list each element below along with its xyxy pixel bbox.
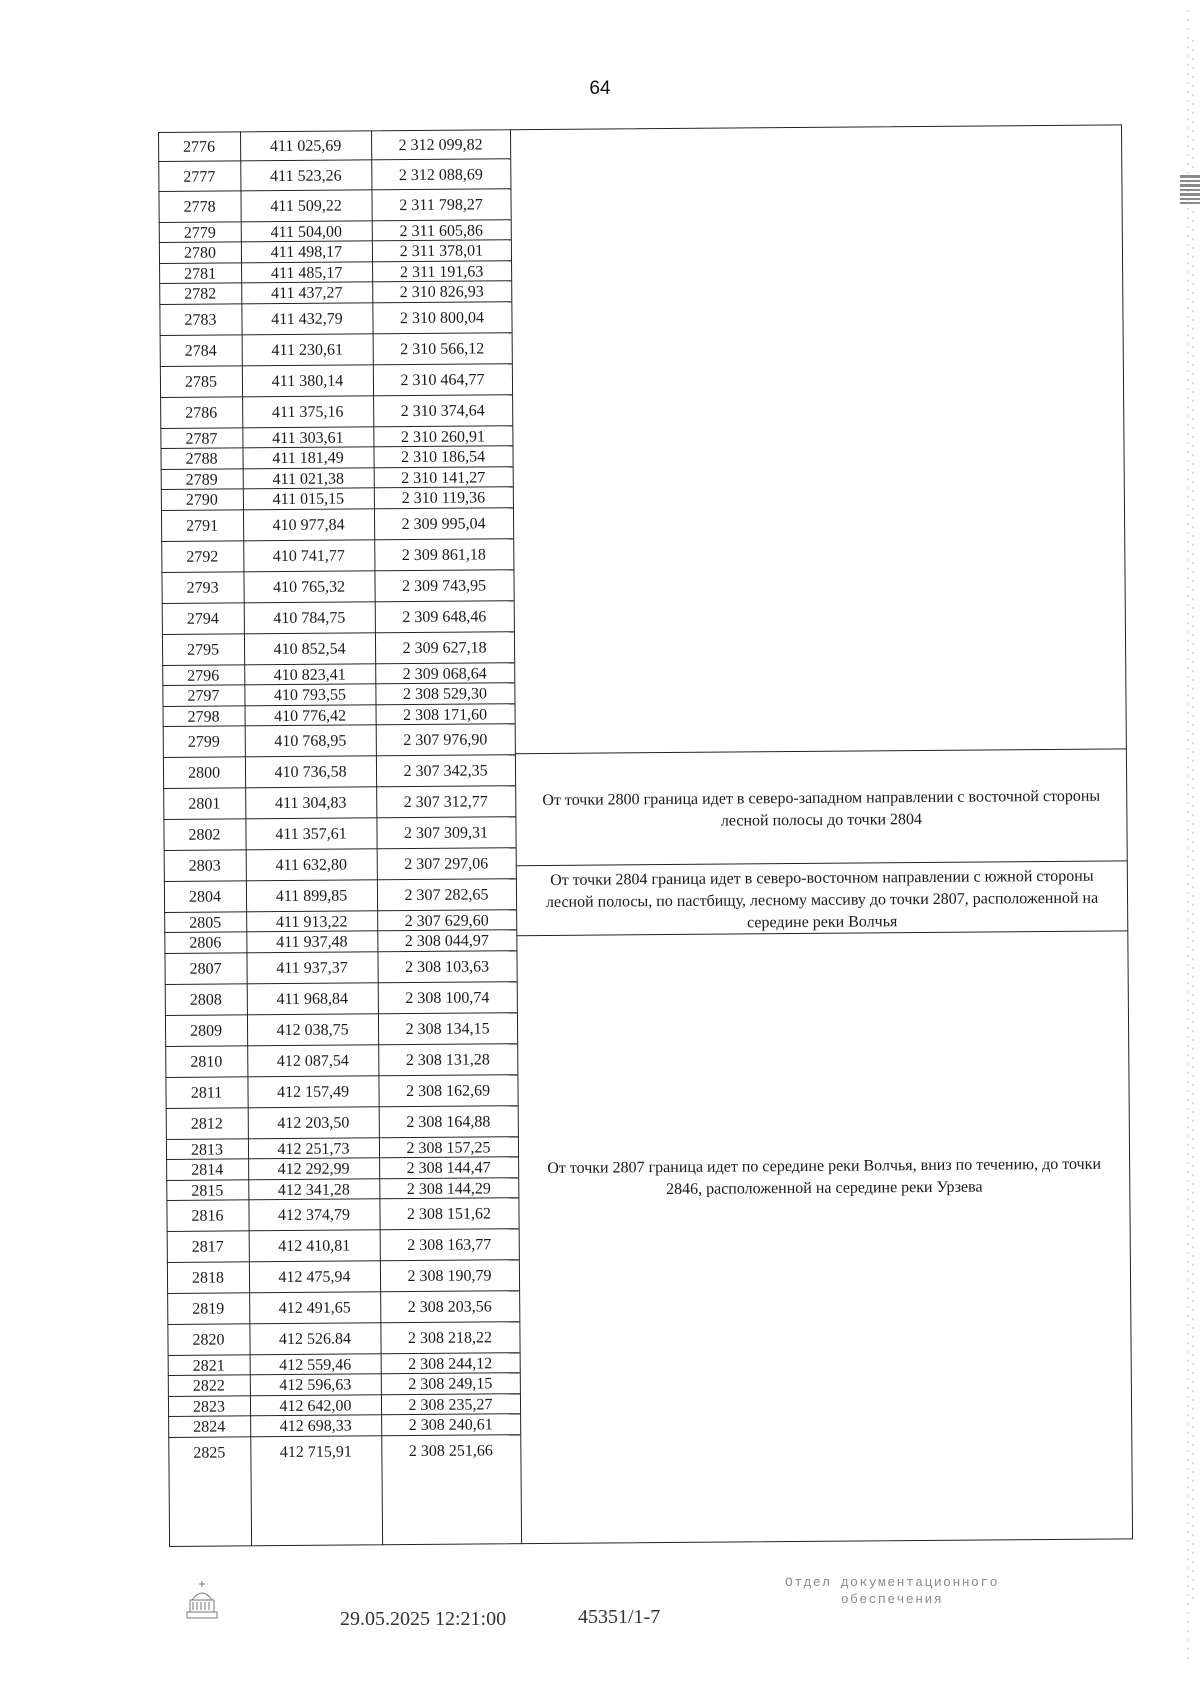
footer-date: 29.05.2025 12:21:00 [340,1608,507,1630]
y-coordinate-cell: 2 308 162,69 [405,1082,491,1101]
x-coordinate-cell: 411 303,61 [272,429,344,447]
point-id-cell: 2801 [188,795,221,813]
point-id-cell: 2818 [191,1269,225,1287]
emblem-stamp-icon [184,1578,220,1622]
x-coordinate-cell: 412 374,79 [277,1206,351,1225]
point-id-cell: 2796 [187,666,220,685]
description-text: От точки 2804 граница идет в северо-восточном направлении с южной стороны лесной полосы, по пастбищу, лесному массиву до точки 2807, расположенной на середине реки Волчья [545,867,1099,932]
x-coordinate-cell: 411 015,15 [272,490,345,509]
y-coordinate-cell: 2 307 342,35 [403,762,488,781]
point-id-cell: 2822 [192,1377,225,1395]
x-coordinate-cell: 410 736,58 [274,763,347,782]
x-coordinate-cell: 411 504,00 [270,223,343,241]
x-coordinate-cell: 412 251,73 [277,1139,350,1158]
x-coordinate-cell: 411 021,38 [272,470,344,488]
point-id-cell: 2820 [192,1331,225,1349]
point-id-cell: 2800 [187,764,221,782]
y-coordinate-cell: 2 310 826,93 [399,283,484,302]
point-id-cell: 2791 [186,517,219,535]
point-id-cell: 2795 [187,641,220,659]
y-coordinate-cell: 2 308 144,29 [406,1179,491,1198]
y-coordinate-cell: 2 307 309,31 [403,824,489,843]
y-coordinate-cell: 2 311 605,86 [399,221,484,240]
y-coordinate-cell: 2 309 743,95 [402,577,487,596]
y-coordinate-cell: 2 307 312,77 [403,793,488,812]
x-coordinate-cell: 411 509,22 [270,197,342,216]
x-coordinate-cell: 412 341,28 [277,1180,350,1199]
point-id-cell: 2807 [189,960,222,978]
x-coordinate-cell: 410 784,75 [273,609,346,628]
point-id-cell: 2805 [189,913,222,932]
y-coordinate-cell: 2 308 171,60 [403,705,488,724]
point-id-cell: 2810 [190,1053,223,1071]
point-id-cell: 2819 [192,1300,225,1318]
point-id-cell: 2789 [185,471,218,489]
point-id-cell: 2813 [190,1140,224,1159]
point-id-cell: 2809 [189,1022,223,1040]
point-id-cell: 2781 [184,265,217,283]
x-coordinate-cell: 411 375,16 [271,403,344,422]
y-coordinate-cell: 2 309 995,04 [401,515,486,534]
point-id-cell: 2814 [191,1161,224,1179]
point-id-cell: 2780 [183,244,217,262]
x-coordinate-cell: 412 491,65 [278,1299,351,1318]
x-coordinate-cell: 412 526.84 [278,1330,352,1349]
y-coordinate-cell: 2 310 566,12 [400,340,485,359]
page-number: 64 [589,78,611,99]
x-coordinate-cell: 410 977,84 [272,516,345,535]
x-coordinate-cell: 411 357,61 [275,825,347,844]
y-coordinate-cell: 2 308 240,61 [408,1416,493,1435]
x-coordinate-cell: 412 642,00 [279,1396,352,1415]
x-coordinate-cell: 410 793,55 [273,686,346,705]
point-id-cell: 2817 [191,1238,224,1256]
y-coordinate-cell: 2 310 141,27 [401,468,486,487]
x-coordinate-cell: 412 715,91 [279,1443,352,1462]
y-coordinate-cell: 2 308 251,66 [408,1442,493,1461]
x-coordinate-cell: 410 776,42 [274,707,347,725]
y-coordinate-cell: 2 308 157,25 [406,1138,491,1157]
point-id-cell: 2784 [184,342,217,360]
x-coordinate-cell: 412 475,94 [278,1268,351,1287]
y-coordinate-cell: 2 309 068,64 [402,664,487,683]
point-id-cell: 2798 [187,707,220,726]
x-coordinate-cell: 411 498,17 [270,243,343,262]
point-id-cell: 2812 [190,1115,223,1133]
point-id-cell: 2815 [191,1181,224,1200]
y-coordinate-cell: 2 307 282,65 [404,886,489,905]
y-coordinate-cell: 2 308 529,30 [402,685,487,704]
point-id-cell: 2790 [185,491,218,509]
y-coordinate-cell: 2 308 100,74 [405,989,490,1008]
x-coordinate-cell: 412 698,33 [279,1417,352,1436]
y-coordinate-cell: 2 309 648,46 [402,608,487,627]
y-coordinate-cell: 2 308 244,12 [408,1354,493,1373]
point-id-cell: 2792 [186,548,219,566]
y-coordinate-cell: 2 307 297,06 [404,855,489,874]
y-coordinate-cell: 2 308 044,97 [404,932,489,951]
y-coordinate-cell: 2 308 203,56 [407,1298,492,1317]
point-id-cell: 2777 [183,168,216,186]
point-id-cell: 2816 [191,1207,224,1225]
point-id-cell: 2788 [185,450,218,468]
y-coordinate-cell: 2 309 627,18 [402,639,487,658]
y-coordinate-cell: 2 310 374,64 [400,402,485,421]
x-coordinate-cell: 410 823,41 [273,666,346,684]
point-id-cell: 2806 [189,934,222,952]
point-id-cell: 2804 [188,888,222,906]
point-id-cell: 2811 [190,1084,223,1102]
scan-edge-artifact [1178,0,1200,1695]
y-coordinate-cell: 2 311 378,01 [399,242,484,261]
x-coordinate-cell: 412 157,49 [276,1083,350,1102]
x-coordinate-cell: 411 913,22 [275,912,348,931]
y-coordinate-cell: 2 307 976,90 [403,731,488,750]
y-coordinate-cell: 2 310 260,91 [400,427,485,446]
x-coordinate-cell: 411 025,69 [269,137,342,155]
x-coordinate-cell: 411 937,37 [276,959,348,978]
point-id-cell: 2778 [183,198,216,216]
x-coordinate-cell: 411 181,49 [272,449,344,468]
y-coordinate-cell: 2 308 235,27 [408,1395,493,1414]
x-coordinate-cell: 412 038,75 [276,1021,349,1040]
point-id-cell: 2825 [193,1444,226,1462]
y-coordinate-cell: 2 309 861,18 [401,546,486,565]
point-id-cell: 2787 [185,430,218,448]
x-coordinate-cell: 412 596,63 [279,1376,352,1395]
y-coordinate-cell: 2 308 144,47 [406,1159,491,1178]
x-coordinate-cell: 411 380,14 [271,372,344,391]
footer-doc-number: 45351/1-7 [578,1606,661,1628]
point-id-cell: 2799 [187,733,220,751]
x-coordinate-cell: 412 292,99 [277,1160,350,1179]
point-id-cell: 2786 [185,404,218,422]
y-coordinate-cell: 2 310 464,77 [400,371,485,390]
y-coordinate-cell: 2 310 186,54 [400,448,486,467]
x-coordinate-cell: 411 899,85 [275,887,348,906]
x-coordinate-cell: 410 768,95 [274,732,347,751]
x-coordinate-cell: 412 410,81 [278,1237,351,1256]
y-coordinate-cell: 2 311 191,63 [399,262,484,281]
point-id-cell: 2821 [192,1356,225,1375]
x-coordinate-cell: 411 523,26 [270,167,342,185]
y-coordinate-cell: 2 312 099,82 [398,135,483,154]
point-id-cell: 2794 [186,610,219,628]
x-coordinate-cell: 411 432,79 [271,310,343,329]
point-id-cell: 2779 [183,224,216,242]
x-coordinate-cell: 411 230,61 [271,341,343,360]
point-id-cell: 2793 [186,579,219,597]
y-coordinate-cell: 2 308 218,22 [407,1329,493,1348]
point-id-cell: 2803 [188,857,221,875]
y-coordinate-cell: 2 308 131,28 [405,1051,490,1070]
y-coordinate-cell: 2 308 103,63 [405,958,490,977]
y-coordinate-cell: 2 308 164,88 [406,1113,491,1132]
point-id-cell: 2823 [192,1397,226,1416]
x-coordinate-cell: 412 087,54 [276,1052,349,1071]
y-coordinate-cell: 2 308 151,62 [406,1205,492,1224]
y-coordinate-cell: 2 308 190,79 [407,1267,492,1286]
point-id-cell: 2782 [184,285,217,303]
y-coordinate-cell: 2 308 163,77 [407,1236,492,1255]
x-coordinate-cell: 411 304,83 [275,794,347,813]
point-id-cell: 2802 [188,826,221,844]
x-coordinate-cell: 410 765,32 [273,578,346,597]
point-id-cell: 2785 [184,373,218,391]
y-coordinate-cell: 2 308 134,15 [405,1020,490,1039]
coordinates-table [158,124,1133,1547]
point-id-cell: 2776 [183,138,216,156]
x-coordinate-cell: 412 203,50 [277,1114,350,1133]
footer-department-stamp: Отдел документационного обеспечения [785,1575,999,1607]
y-coordinate-cell: 2 312 088,69 [398,165,483,184]
point-id-cell: 2797 [187,687,220,705]
y-coordinate-cell: 2 310 800,04 [399,309,485,328]
point-id-cell: 2824 [193,1418,226,1436]
x-coordinate-cell: 410 741,77 [272,547,345,566]
x-coordinate-cell: 410 852,54 [273,640,346,659]
y-coordinate-cell: 2 307 629,60 [404,911,489,930]
x-coordinate-cell: 411 485,17 [270,264,343,282]
x-coordinate-cell: 411 632,80 [275,856,348,875]
point-id-cell: 2808 [189,991,222,1009]
y-coordinate-cell: 2 308 249,15 [408,1375,493,1394]
y-coordinate-cell: 2 311 798,27 [399,196,483,215]
x-coordinate-cell: 411 937,48 [276,933,348,952]
table-border [158,124,1133,1547]
description-text: От точки 2800 граница идет в северо-западном направлении с восточной стороны лесной полосы до точки 2804 [542,787,1101,830]
point-id-cell: 2783 [184,311,217,329]
y-coordinate-cell: 2 310 119,36 [401,489,486,508]
description-text: От точки 2807 граница идет по середине реки Волчья, вниз по течению, до точки 2846, расположенной на середине реки Урзева [547,1155,1102,1199]
x-coordinate-cell: 411 437,27 [271,284,343,303]
x-coordinate-cell: 412 559,46 [279,1355,352,1374]
x-coordinate-cell: 411 968,84 [276,990,349,1009]
